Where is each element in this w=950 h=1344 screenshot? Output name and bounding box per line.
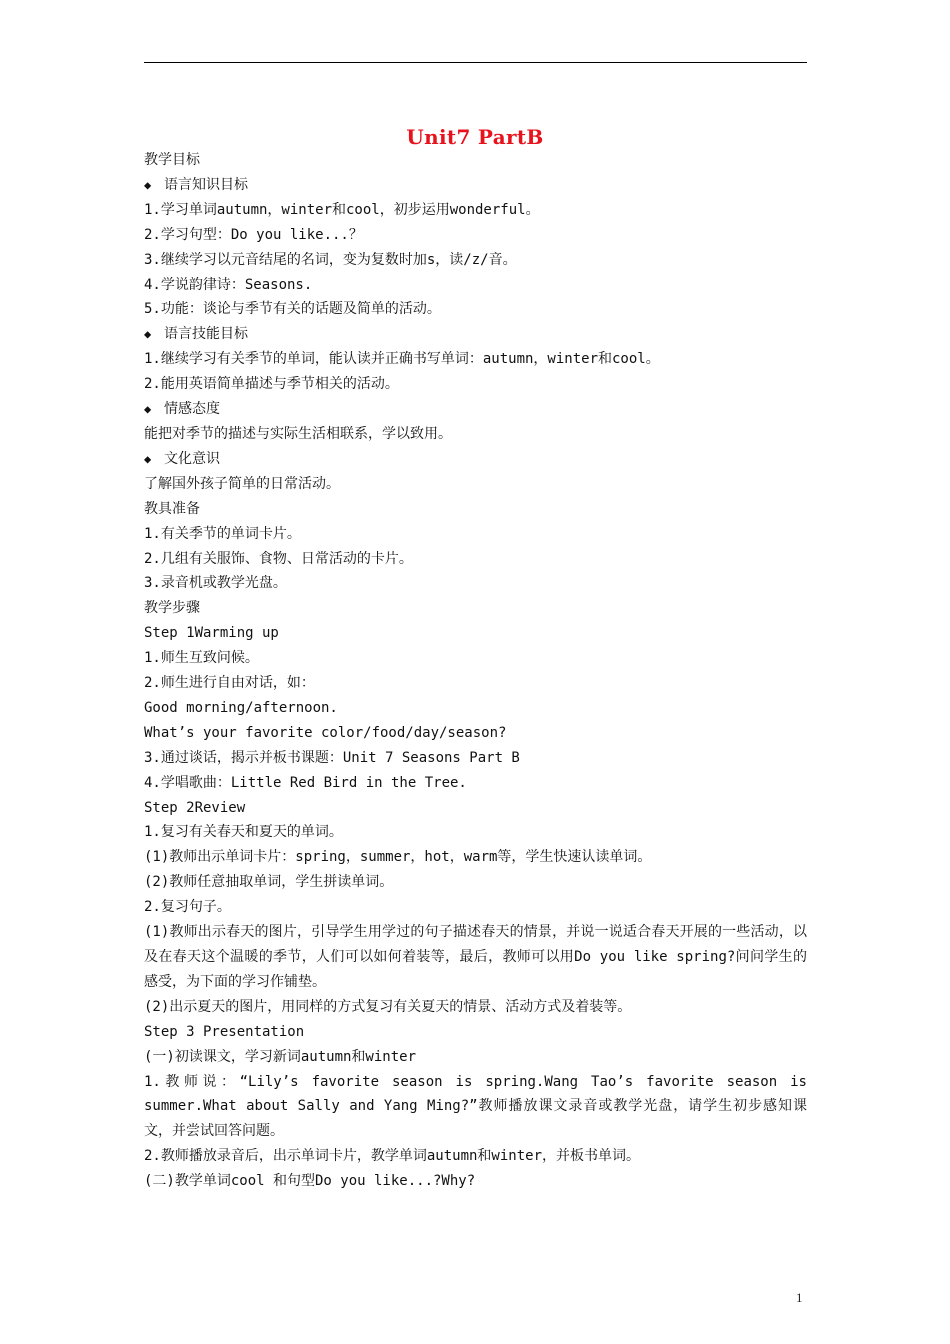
text-line: Step 1Warming up (144, 625, 279, 642)
text-line: 2.教师播放录音后，出示单词卡片，教学单词autumn和winter，并板书单词。 (144, 1148, 641, 1165)
section-heading-text: 情感态度 (164, 401, 220, 418)
text-line: 1.有关季节的单词卡片。 (144, 525, 301, 542)
text-line: 了解国外孩子简单的日常活动。 (144, 475, 340, 492)
text-line: 1.复习有关春天和夏天的单词。 (144, 824, 343, 841)
text-line: 1.继续学习有关季节的单词，能认读并正确书写单词：autumn，winter和cool。 (144, 351, 660, 368)
text-line: 2.学习句型：Do you like...？ (144, 226, 363, 243)
text-line: Step 3 Presentation (144, 1023, 305, 1040)
text-line: 4.学唱歌曲：Little Red Bird in the Tree. (144, 774, 467, 791)
diamond-bullet-icon: ◆ (144, 451, 152, 466)
paragraph: 1.教师说：“Lily’s favorite season is spring.Wang Tao’s favorite season is summer.What about Sally and Yang Ming?”教师播放课文录音或教学光盘，请学生初步感知课文，并尝试回答问题。 (144, 1073, 807, 1140)
section-heading (144, 447, 807, 472)
document-body (144, 148, 807, 1194)
text-line: 教学目标 (144, 152, 200, 168)
section-heading-text: 语言技能目标 (164, 326, 248, 343)
page-number: 1 (796, 1290, 803, 1305)
text-line: 5.功能：谈论与季节有关的话题及简单的活动。 (144, 301, 441, 318)
header-rule (144, 62, 807, 63)
text-line: 3.通过谈话，揭示并板书课题：Unit 7 Seasons Part B (144, 749, 520, 766)
text-line: 能把对季节的描述与实际生活相联系，学以致用。 (144, 425, 452, 442)
text-line: (2)出示夏天的图片，用同样的方式复习有关夏天的情景、活动方式及着装等。 (144, 998, 632, 1015)
text-line: What’s your favorite color/food/day/season? (144, 724, 507, 741)
text-line: 2.师生进行自由对话，如： (144, 675, 315, 692)
text-line: Good morning/afternoon. (144, 699, 338, 716)
text-line: 4.学说韵律诗：Seasons. (144, 276, 313, 293)
text-line: 2.复习句子。 (144, 899, 231, 916)
document-title: Unit7 PartB (406, 125, 544, 149)
text-line: 3.录音机或教学光盘。 (144, 575, 287, 592)
text-line: (二)教学单词cool 和句型Do you like...?Why? (144, 1173, 476, 1190)
text-line: 1.学习单词autumn，winter和cool，初步运用wonderful。 (144, 201, 540, 218)
diamond-bullet-icon: ◆ (144, 177, 152, 192)
section-heading-text: 文化意识 (164, 450, 220, 467)
text-line: 教具准备 (144, 500, 200, 517)
diamond-bullet-icon: ◆ (144, 402, 152, 417)
section-heading (144, 397, 807, 422)
text-line: (1)教师出示单词卡片：spring，summer，hot，warm等，学生快速认读单词。 (144, 849, 652, 866)
text-line: (2)教师任意抽取单词，学生拼读单词。 (144, 874, 394, 891)
text-line: 2.能用英语简单描述与季节相关的活动。 (144, 376, 399, 393)
paragraph: (1)教师出示春天的图片，引导学生用学过的句子描述春天的情景，并说一说适合春天开展的一些活动，以及在春天这个温暖的季节，人们可以如何着装等，最后，教师可以用Do you like spring?问问学生的感受，为下面的学习作铺垫。 (144, 924, 807, 990)
text-line: 3.继续学习以元音结尾的名词，变为复数时加s，读/z/音。 (144, 251, 517, 268)
section-heading (144, 173, 807, 198)
text-line: 教学步骤 (144, 600, 200, 617)
section-heading-text: 语言知识目标 (164, 176, 248, 193)
text-line: (一)初读课文，学习新词autumn和winter (144, 1048, 417, 1065)
section-heading (144, 322, 807, 347)
text-line: 1.师生互致问候。 (144, 650, 259, 667)
text-line: Step 2Review (144, 799, 246, 816)
text-line: 2.几组有关服饰、食物、日常活动的卡片。 (144, 550, 413, 567)
diamond-bullet-icon: ◆ (144, 327, 152, 342)
